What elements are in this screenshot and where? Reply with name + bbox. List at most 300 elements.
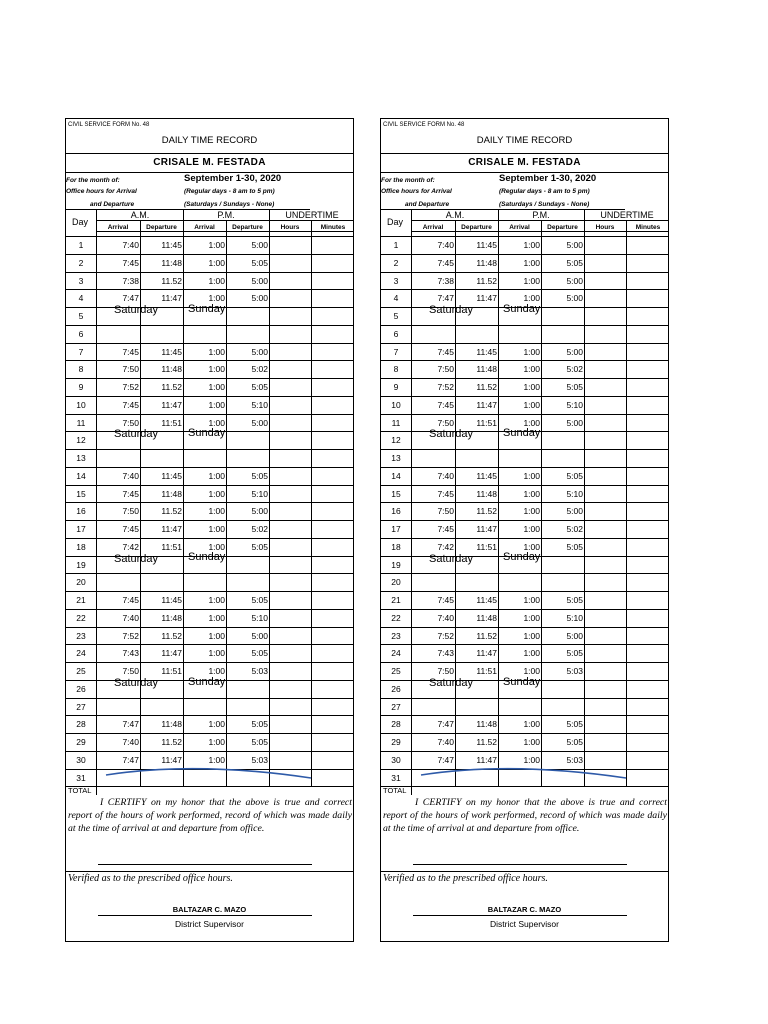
time-pm-out: 5:00 [251, 293, 268, 304]
time-am-in: 7:50 [437, 364, 454, 375]
time-pm-out: 5:05 [251, 257, 268, 268]
time-am-out: 11:45 [161, 346, 182, 357]
time-pm-out: 5:05 [251, 737, 268, 747]
time-am-out: 11:45 [476, 240, 497, 250]
time-pm-in: 1:00 [208, 666, 225, 676]
day-number: 18 [391, 541, 401, 552]
time-pm-out: 5:10 [251, 612, 268, 623]
time-am-in: 7:50 [122, 666, 139, 676]
time-pm-out: 5:00 [251, 275, 268, 286]
time-pm-out: 5:00 [566, 630, 583, 641]
time-am-out: 11:51 [161, 417, 182, 428]
day-number: 26 [391, 683, 401, 694]
day-number: 28 [391, 719, 401, 730]
time-pm-out: 5:05 [566, 719, 583, 730]
day-number: 16 [391, 506, 401, 517]
time-pm-in: 1:00 [523, 524, 540, 534]
day-number: 5 [393, 311, 399, 321]
time-am-out: 11:47 [476, 648, 497, 659]
day-number: 26 [76, 683, 86, 694]
supervisor-name: BALTAZAR C. MAZO [172, 905, 247, 914]
time-am-in: 7:45 [437, 399, 454, 410]
time-pm-in: 1:00 [208, 417, 225, 428]
day-number: 15 [76, 488, 86, 499]
time-pm-in: 1:00 [523, 719, 540, 730]
time-pm-out: 5:00 [566, 417, 583, 428]
saturday-label: Saturday [114, 676, 159, 689]
saturday-label: Saturday [429, 552, 474, 565]
time-am-out: 11:48 [161, 488, 182, 499]
time-am-out: 11:47 [476, 399, 497, 410]
day-number: 18 [76, 541, 86, 552]
saturday-label: Saturday [114, 304, 159, 316]
time-pm-out: 5:05 [566, 648, 583, 659]
time-pm-out: 5:02 [566, 364, 583, 375]
undertime-header: UNDERTIME [600, 210, 654, 220]
day-number: 7 [393, 346, 399, 357]
time-pm-out: 5:00 [566, 240, 583, 250]
day-number: 24 [76, 648, 86, 659]
am-header: A.M. [130, 210, 150, 220]
time-pm-out: 5:00 [566, 346, 583, 357]
time-pm-out: 5:10 [251, 488, 268, 499]
time-pm-out: 5:05 [566, 541, 583, 552]
time-am-in: 7:45 [122, 595, 139, 605]
subheader-departure: Departure [547, 224, 578, 231]
time-am-in: 7:40 [122, 612, 139, 623]
time-pm-out: 5:05 [251, 541, 268, 552]
day-number: 30 [391, 754, 401, 765]
time-pm-in: 1:00 [208, 648, 225, 659]
time-am-in: 7:52 [437, 382, 454, 392]
time-pm-out: 5:00 [251, 240, 268, 250]
time-am-out: 11.52 [476, 630, 497, 641]
time-am-out: 11:47 [161, 399, 182, 410]
time-pm-out: 5:05 [251, 382, 268, 392]
time-pm-out: 5:02 [251, 524, 268, 534]
subheader-departure: Departure [461, 224, 492, 231]
employee-name: CRISALE M. FESTADA [153, 157, 266, 168]
day-header: Day [387, 217, 404, 227]
day-number: 21 [391, 595, 401, 605]
time-pm-out: 5:05 [566, 382, 583, 392]
form-title: DAILY TIME RECORD [476, 135, 573, 146]
time-pm-in: 1:00 [208, 240, 225, 250]
month-label: For the month of: [66, 177, 120, 184]
time-am-in: 7:40 [437, 612, 454, 623]
time-pm-in: 1:00 [208, 399, 225, 410]
time-pm-in: 1:00 [208, 541, 225, 552]
subheader-departure: Departure [232, 224, 263, 231]
time-am-out: 11:51 [476, 541, 497, 552]
day-number: 5 [78, 311, 84, 321]
day-number: 1 [78, 240, 84, 250]
day-number: 25 [391, 666, 401, 676]
time-am-in: 7:40 [122, 470, 139, 481]
time-pm-in: 1:00 [523, 364, 540, 375]
regular-days: (Regular days - 8 am to 5 pm) [184, 188, 275, 195]
time-am-in: 7:40 [122, 240, 139, 250]
sunday-label: Sunday [503, 551, 541, 564]
sunday-label: Sunday [188, 675, 226, 688]
time-am-in: 7:43 [437, 648, 454, 659]
day-number: 9 [78, 382, 84, 392]
period-value: September 1-30, 2020 [499, 173, 597, 184]
time-am-in: 7:52 [122, 382, 139, 392]
form-number: CIVIL SERVICE FORM No. 48 [383, 122, 465, 128]
sunday-label: Sunday [188, 427, 226, 439]
day-number: 11 [76, 417, 86, 428]
time-pm-in: 1:00 [523, 648, 540, 659]
day-number: 31 [76, 772, 86, 783]
time-pm-out: 5:03 [566, 666, 583, 676]
time-pm-out: 5:05 [566, 595, 583, 605]
time-am-out: 11:47 [161, 524, 182, 534]
total-label: TOTAL [68, 786, 92, 795]
time-pm-in: 1:00 [208, 257, 225, 268]
time-pm-out: 5:00 [251, 417, 268, 428]
day-number: 14 [391, 470, 401, 481]
employee-name: CRISALE M. FESTADA [468, 157, 581, 168]
time-pm-in: 1:00 [208, 754, 225, 765]
time-am-out: 11:48 [161, 719, 182, 730]
day-number: 29 [76, 737, 86, 747]
time-pm-out: 5:10 [251, 399, 268, 410]
time-pm-in: 1:00 [208, 612, 225, 623]
time-am-in: 7:40 [437, 240, 454, 250]
time-pm-in: 1:00 [208, 595, 225, 605]
weekend-days: (Saturdays / Sundays - None) [184, 201, 275, 208]
time-pm-in: 1:00 [208, 737, 225, 747]
subheader-departure: Departure [146, 224, 177, 231]
time-pm-in: 1:00 [523, 240, 540, 250]
time-am-out: 11:45 [476, 595, 497, 605]
period-value: September 1-30, 2020 [184, 173, 282, 184]
time-am-out: 11.52 [476, 275, 497, 286]
certification-text: I CERTIFY on my honor that the above is true and correct report of the hours of work performed, record of which was made daily at the time of arrival at and departure from office. [68, 797, 352, 834]
time-pm-in: 1:00 [208, 275, 225, 286]
time-am-in: 7:45 [122, 257, 139, 268]
time-pm-out: 5:05 [566, 737, 583, 747]
time-pm-in: 1:00 [523, 382, 540, 392]
time-am-out: 11:48 [161, 364, 182, 375]
time-am-in: 7:50 [437, 417, 454, 428]
time-pm-in: 1:00 [523, 293, 540, 304]
time-pm-in: 1:00 [208, 630, 225, 641]
time-pm-in: 1:00 [523, 630, 540, 641]
time-pm-out: 5:05 [251, 648, 268, 659]
day-number: 1 [393, 240, 399, 250]
time-am-out: 11:51 [161, 666, 182, 676]
time-am-out: 11.52 [476, 382, 497, 392]
time-pm-out: 5:05 [251, 470, 268, 481]
time-pm-out: 5:00 [566, 275, 583, 286]
day-number: 11 [391, 417, 401, 428]
time-am-in: 7:50 [122, 506, 139, 517]
time-pm-in: 1:00 [523, 488, 540, 499]
pm-header: P.M. [217, 210, 235, 220]
day-number: 15 [391, 488, 401, 499]
subheader-arrival: Arrival [194, 224, 215, 231]
time-pm-in: 1:00 [208, 470, 225, 481]
day-number: 19 [76, 559, 86, 570]
time-am-out: 11:48 [476, 612, 497, 623]
time-am-out: 11:45 [161, 595, 182, 605]
day-number: 7 [78, 346, 84, 357]
time-pm-in: 1:00 [208, 382, 225, 392]
time-am-in: 7:40 [437, 470, 454, 481]
sunday-label: Sunday [503, 302, 541, 315]
time-pm-out: 5:00 [566, 506, 583, 517]
day-number: 8 [78, 364, 84, 375]
time-am-in: 7:45 [122, 524, 139, 534]
time-pm-in: 1:00 [523, 737, 540, 747]
time-am-out: 11:47 [476, 754, 497, 765]
day-number: 3 [78, 275, 84, 286]
time-am-in: 7:45 [437, 346, 454, 357]
time-am-in: 7:40 [122, 737, 139, 747]
time-am-in: 7:50 [122, 417, 139, 428]
time-pm-out: 5:05 [566, 257, 583, 268]
time-am-in: 7:45 [122, 399, 139, 410]
day-number: 22 [391, 612, 401, 623]
time-pm-in: 1:00 [208, 346, 225, 357]
time-am-in: 7:50 [122, 364, 139, 375]
total-label: TOTAL [383, 786, 407, 795]
regular-days: (Regular days - 8 am to 5 pm) [499, 188, 590, 195]
saturday-label: Saturday [114, 552, 159, 565]
office-hours-label: Office hours for Arrival [66, 188, 137, 195]
time-pm-out: 5:05 [251, 719, 268, 730]
day-number: 20 [76, 577, 86, 588]
time-pm-out: 5:02 [566, 524, 583, 534]
time-pm-in: 1:00 [523, 506, 540, 517]
pm-header: P.M. [532, 210, 550, 220]
office-hours-label: Office hours for Arrival [381, 188, 452, 195]
time-pm-in: 1:00 [523, 666, 540, 676]
subheader-arrival: Arrival [107, 224, 129, 231]
subheader-arrival: Arrival [509, 224, 530, 231]
time-pm-out: 5:00 [251, 630, 268, 641]
time-am-out: 11:47 [161, 754, 182, 765]
day-number: 23 [391, 630, 401, 641]
saturday-label: Saturday [429, 676, 474, 689]
time-am-in: 7:45 [437, 488, 454, 499]
strike-curve [106, 769, 311, 778]
day-number: 4 [78, 293, 84, 304]
time-am-in: 7:43 [122, 648, 139, 659]
time-am-out: 11:45 [161, 240, 182, 250]
day-number: 31 [391, 772, 401, 783]
day-number: 19 [391, 559, 401, 570]
time-am-in: 7:47 [437, 754, 454, 765]
time-am-out: 11:51 [161, 541, 182, 552]
time-am-out: 11:45 [161, 470, 182, 481]
subheader-minutes: Minutes [320, 224, 346, 231]
time-am-out: 11.52 [161, 382, 182, 392]
time-am-out: 11.52 [161, 275, 182, 286]
time-am-out: 11.52 [476, 506, 497, 517]
time-am-in: 7:45 [437, 257, 454, 268]
time-pm-in: 1:00 [523, 275, 540, 286]
subheader-hours: Hours [280, 224, 300, 231]
time-pm-in: 1:00 [523, 470, 540, 481]
time-am-out: 11.52 [161, 506, 182, 517]
time-am-in: 7:45 [437, 595, 454, 605]
time-am-out: 11:51 [476, 666, 497, 676]
supervisor-title: District Supervisor [490, 919, 559, 929]
employee-signature-line [413, 864, 627, 865]
day-number: 13 [391, 453, 401, 463]
dtr-form-left [65, 118, 354, 942]
time-am-in: 7:47 [122, 293, 139, 304]
time-am-in: 7:38 [122, 275, 139, 286]
time-am-in: 7:45 [122, 346, 139, 357]
day-number: 30 [76, 754, 86, 765]
time-pm-in: 1:00 [208, 488, 225, 499]
day-number: 27 [76, 701, 86, 712]
time-am-in: 7:38 [437, 275, 454, 286]
day-number: 16 [76, 506, 86, 517]
time-pm-out: 5:02 [251, 364, 268, 375]
time-am-in: 7:42 [437, 541, 454, 552]
time-am-in: 7:50 [437, 666, 454, 676]
time-am-out: 11:48 [476, 364, 497, 375]
day-number: 2 [78, 257, 84, 268]
time-pm-out: 5:00 [566, 293, 583, 304]
subheader-hours: Hours [595, 224, 615, 231]
time-am-out: 11:51 [476, 417, 497, 428]
undertime-header: UNDERTIME [285, 210, 339, 220]
dtr-form-right [380, 118, 669, 942]
day-number: 29 [391, 737, 401, 747]
saturday-label: Saturday [114, 428, 159, 441]
day-number: 8 [393, 364, 399, 375]
time-pm-in: 1:00 [523, 612, 540, 623]
saturday-label: Saturday [429, 304, 474, 316]
time-am-out: 11.52 [476, 737, 497, 747]
weekend-days: (Saturdays / Sundays - None) [499, 201, 590, 208]
month-label: For the month of: [381, 177, 435, 184]
day-number: 3 [393, 275, 399, 286]
day-number: 14 [76, 470, 86, 481]
time-am-out: 11.52 [161, 630, 182, 641]
day-number: 22 [76, 612, 86, 623]
time-am-out: 11:48 [476, 719, 497, 730]
time-pm-in: 1:00 [523, 754, 540, 765]
form-number: CIVIL SERVICE FORM No. 48 [68, 122, 150, 128]
time-pm-out: 5:05 [251, 595, 268, 605]
time-am-out: 11:47 [476, 524, 497, 534]
saturday-label: Saturday [429, 428, 474, 441]
sunday-label: Sunday [503, 675, 541, 688]
time-am-in: 7:40 [437, 737, 454, 747]
time-am-out: 11:45 [476, 470, 497, 481]
sunday-label: Sunday [503, 427, 541, 439]
time-pm-in: 1:00 [523, 541, 540, 552]
grid-hline [381, 871, 668, 872]
time-pm-in: 1:00 [523, 257, 540, 268]
time-am-out: 11:47 [476, 293, 497, 304]
time-pm-out: 5:00 [251, 506, 268, 517]
supervisor-name: BALTAZAR C. MAZO [487, 905, 562, 914]
time-am-out: 11:48 [476, 488, 497, 499]
sunday-label: Sunday [188, 551, 226, 564]
time-am-out: 11:48 [476, 257, 497, 268]
day-number: 23 [76, 630, 86, 641]
supervisor-title: District Supervisor [175, 919, 244, 929]
grid-hline [66, 871, 353, 872]
time-pm-out: 5:10 [566, 612, 583, 623]
time-am-out: 11:47 [161, 293, 182, 304]
time-pm-in: 1:00 [208, 364, 225, 375]
time-am-in: 7:47 [437, 293, 454, 304]
form-title: DAILY TIME RECORD [161, 135, 258, 146]
time-am-in: 7:52 [122, 630, 139, 641]
day-number: 20 [391, 577, 401, 588]
day-number: 25 [76, 666, 86, 676]
day-number: 9 [393, 382, 399, 392]
time-am-in: 7:52 [437, 630, 454, 641]
time-am-out: 11:48 [161, 612, 182, 623]
time-am-in: 7:47 [122, 754, 139, 765]
time-pm-out: 5:10 [566, 488, 583, 499]
supervisor-signature-line [98, 915, 312, 916]
time-am-in: 7:45 [122, 488, 139, 499]
time-am-out: 11:48 [161, 257, 182, 268]
employee-signature-line [98, 864, 312, 865]
day-number: 24 [391, 648, 401, 659]
day-number: 17 [76, 524, 86, 534]
day-number: 10 [76, 399, 86, 410]
day-number: 27 [391, 701, 401, 712]
time-pm-in: 1:00 [208, 506, 225, 517]
time-pm-out: 5:10 [566, 399, 583, 410]
time-pm-in: 1:00 [523, 417, 540, 428]
day-number: 6 [78, 328, 84, 339]
day-number: 13 [76, 453, 86, 463]
day-number: 17 [391, 524, 401, 534]
time-pm-in: 1:00 [208, 524, 225, 534]
day-number: 2 [393, 257, 399, 268]
time-pm-out: 5:03 [566, 754, 583, 765]
time-pm-out: 5:00 [251, 346, 268, 357]
time-pm-out: 5:03 [251, 666, 268, 676]
time-am-out: 11:47 [161, 648, 182, 659]
time-pm-in: 1:00 [523, 346, 540, 357]
subheader-minutes: Minutes [635, 224, 661, 231]
supervisor-signature-line [413, 915, 627, 916]
day-number: 28 [76, 719, 86, 730]
verified-text: Verified as to the prescribed office hours. [383, 873, 548, 884]
day-number: 21 [76, 595, 86, 605]
day-number: 6 [393, 328, 399, 339]
time-am-in: 7:42 [122, 541, 139, 552]
day-number: 10 [391, 399, 401, 410]
verified-text: Verified as to the prescribed office hours. [68, 873, 233, 884]
time-am-out: 11.52 [161, 737, 182, 747]
day-number: 4 [393, 293, 399, 304]
time-am-out: 11:45 [476, 346, 497, 357]
subheader-arrival: Arrival [422, 224, 444, 231]
certification-text: I CERTIFY on my honor that the above is true and correct report of the hours of work performed, record of which was made daily at the time of arrival at and departure from office. [383, 797, 667, 834]
time-am-in: 7:47 [122, 719, 139, 730]
time-pm-out: 5:05 [566, 470, 583, 481]
day-number: 12 [76, 435, 86, 446]
time-pm-in: 1:00 [523, 399, 540, 410]
time-pm-in: 1:00 [523, 595, 540, 605]
day-header: Day [72, 217, 89, 227]
